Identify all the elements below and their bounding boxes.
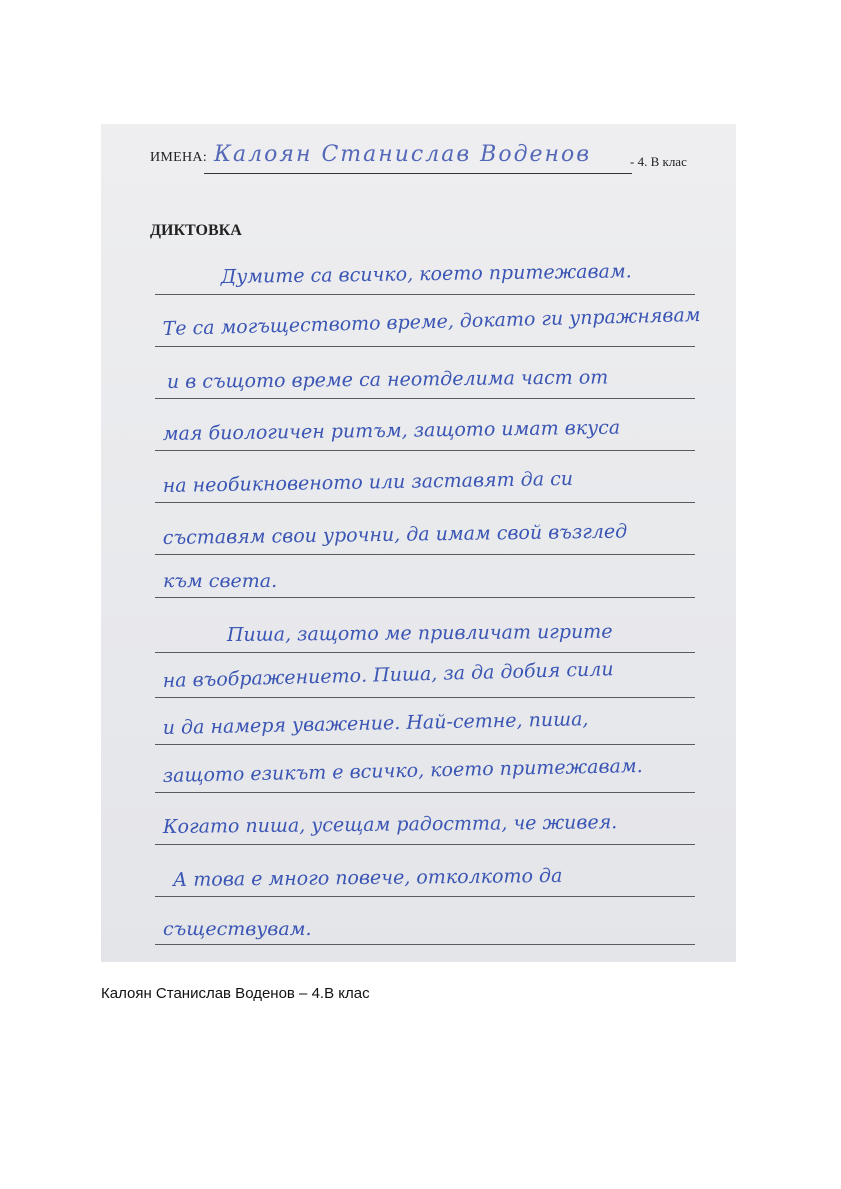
ruled-line: [155, 502, 695, 503]
handwritten-line: защото езикът е всичко, което притежавам.: [162, 754, 643, 787]
handwritten-line: и да намеря уважение. Най-сетне, пиша,: [162, 708, 589, 739]
handwritten-line: Думите са всичко, което притежавам.: [220, 260, 632, 288]
name-underline: [204, 173, 632, 174]
handwritten-line: към света.: [163, 570, 278, 592]
ruled-line: [155, 744, 695, 745]
handwritten-line: Пиша, защото ме привличат игрите: [226, 620, 613, 646]
handwritten-line: съставям свои урочни, да имам свой възглед: [162, 520, 628, 549]
ruled-line: [155, 346, 695, 347]
handwritten-line: Когато пиша, усещам радостта, че живея.: [162, 811, 618, 838]
handwritten-name: Калоян Станислав Воденов: [214, 142, 592, 167]
dictation-title: ДИКТОВКА: [150, 222, 242, 239]
ruled-line: [155, 450, 695, 451]
handwritten-line: на необикновеното или заставят да си: [162, 467, 574, 497]
handwritten-line: и в същото време са неотделима част от: [166, 366, 609, 393]
handwritten-line: на въображението. Пиша, за да добия сили: [162, 658, 614, 692]
handwritten-line: Те са могъществото време, докато ги упражнявам: [162, 303, 701, 340]
names-row: [150, 142, 720, 186]
class-label: - 4. В клас: [630, 154, 687, 169]
handwritten-line: мая биологичен ритъм, защото имат вкуса: [162, 416, 621, 445]
names-label: ИМЕНА:: [150, 150, 208, 165]
ruled-line: [155, 844, 695, 845]
handwritten-line: съществувам.: [163, 918, 312, 940]
ruled-line: [155, 944, 695, 945]
handwritten-line: А това е много повече, отколкото да: [172, 864, 563, 891]
ruled-line: [155, 398, 695, 399]
dictation-sheet-photo: [101, 124, 736, 962]
ruled-line: [155, 294, 695, 295]
ruled-line: [155, 652, 695, 653]
ruled-line: [155, 896, 695, 897]
ruled-line: [155, 697, 695, 698]
ruled-line: [155, 597, 695, 598]
ruled-line: [155, 792, 695, 793]
caption: Калоян Станислав Воденов – 4.В клас: [101, 985, 370, 1002]
ruled-line: [155, 554, 695, 555]
